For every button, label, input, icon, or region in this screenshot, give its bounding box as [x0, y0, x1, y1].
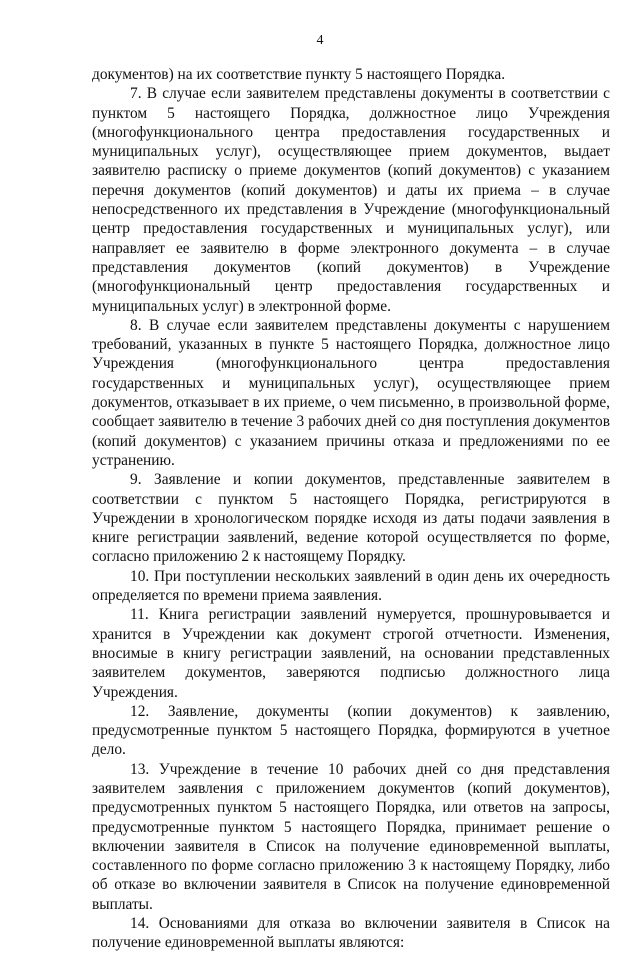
paragraph-10: 10. При поступлении нескольких заявлений в один день их очередность определяется по времени приема заявления. — [92, 567, 610, 605]
paragraph-12: 12. Заявление, документы (копии документов) к заявлению, предусмотренные пунктом 5 настоящего Порядка, формируются в учетное дело. — [92, 702, 610, 759]
paragraph-continuation: документов) на их соответствие пункту 5 настоящего Порядка. — [92, 66, 506, 83]
paragraph-14: 14. Основаниями для отказа во включении заявителя в Список на получение единовременной выплаты являются: — [92, 915, 610, 952]
document-body — [92, 65, 610, 953]
paragraph-7: 7. В случае если заявителем представлены документы в соответствии с пунктом 5 настоящего Порядка, должностное лицо Учреждения (многофункционального центра предоставления государственных и муниципальных услуг), осуществляющее прием документов, выдает заявителю расписку о приеме документов (копий документов) с указанием перечня документов (копий документов) и даты их приема – в случае непосредственного их представления в Учреждение (многофункциональный центр предоставления государственных и муниципальных услуг), или направляет ее заявителю в форме электронного документа – в случае представления документов (копий документов) в Учреждение (многофункциональный центр предоставления государственных и муниципальных услуг) в электронной форме. — [92, 85, 610, 315]
paragraph-9: 9. Заявление и копии документов, представленные заявителем в соответствии с пунктом 5 настоящего Порядка, регистрируются в Учреждении в хронологическом порядке исходя из даты подачи заявления в книге регистрации заявлений, ведение которой осуществляется по форме, согласно приложению 2 к настоящему Порядку. — [92, 471, 610, 566]
paragraph-11: 11. Книга регистрации заявлений нумеруется, прошнуровывается и хранится в Учреждении как документ строгой отчетности. Изменения, вносимые в книгу регистрации заявлений, на основании представленных заявителем документов, заверяются подписью должностного лица Учреждения. — [92, 606, 610, 701]
paragraph-8: 8. В случае если заявителем представлены документы с нарушением требований, указанных в пункте 5 настоящего Порядка, должностное лицо Учреждения (многофункционального центра предоставления государственных и муниципальных услуг), осуществляющее прием документов, отказывает в их приеме, о чем письменно, в произвольной форме, сообщает заявителю в течение 3 рабочих дней со дня поступления документов (копий документов) с указанием причины отказа и предложениями по ее устранению. — [92, 316, 610, 469]
page-number: 4 — [316, 33, 324, 48]
paragraph-13: 13. Учреждение в течение 10 рабочих дней со дня представления заявителем заявления с приложением документов (копий документов), предусмотренных пунктом 5 настоящего Порядка, или ответов на запросы, предусмотренные пунктом 5 настоящего Порядка, принимает решение о включении заявителя в Список на получение единовременной выплаты, составленного по форме согласно приложению 3 к настоящему Порядку, либо об отказе во включении заявителя в Список на получение единовременной выплаты. — [92, 760, 610, 913]
